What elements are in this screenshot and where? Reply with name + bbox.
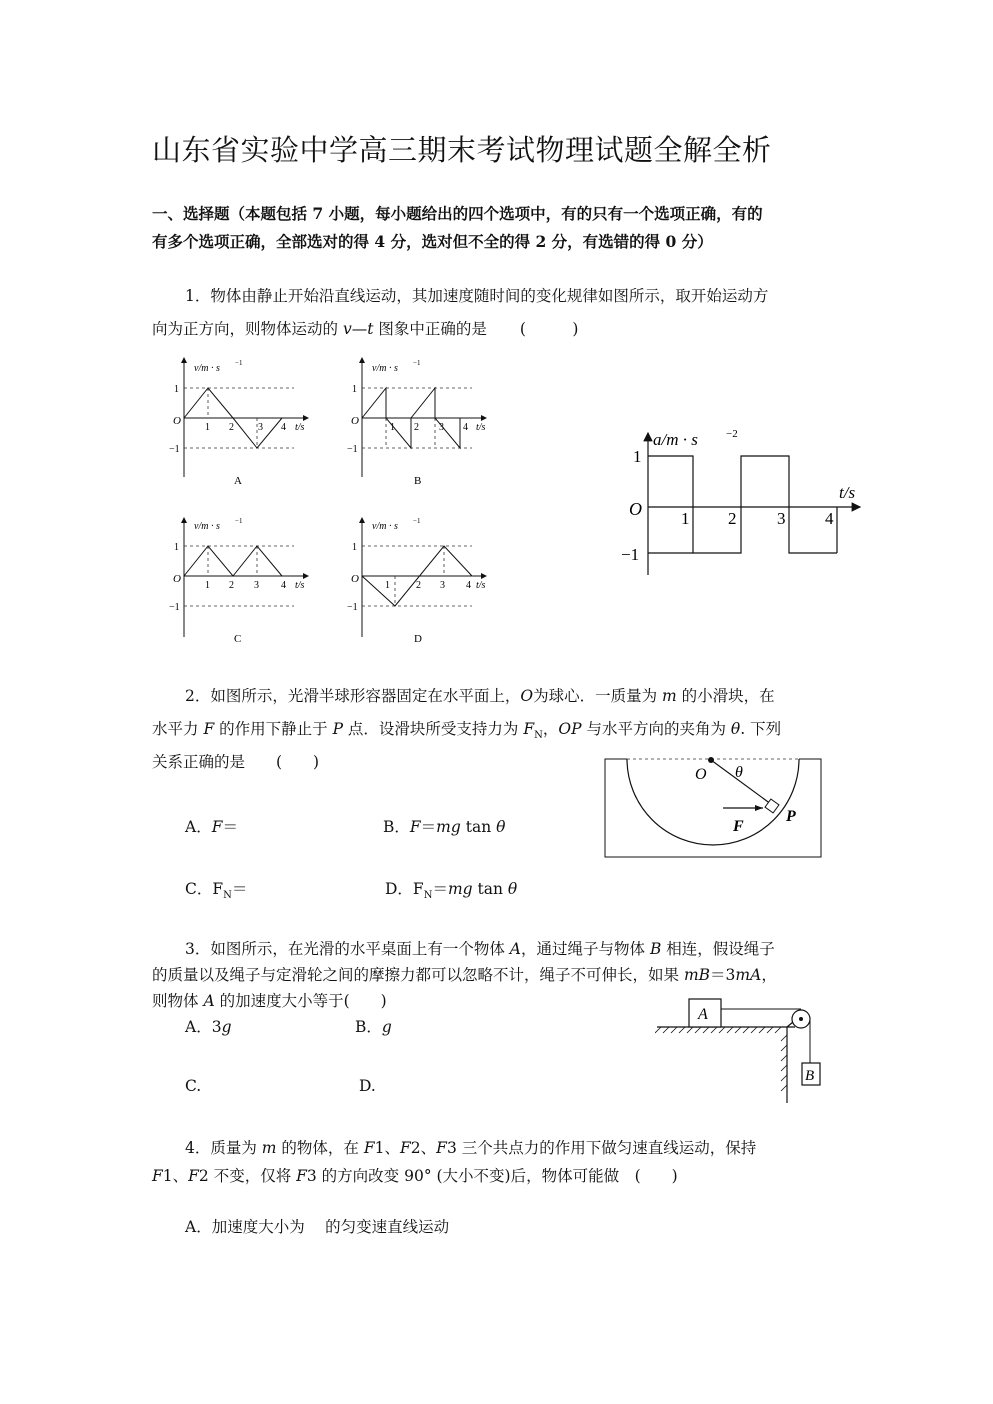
- q3-optA-label: A．3: [185, 1018, 222, 1036]
- q3-option-B[interactable]: [355, 1015, 392, 1037]
- vt-C-origin: O: [173, 573, 181, 585]
- q2-line1-c: 的小滑块，在: [676, 687, 775, 705]
- q3-B: B: [649, 940, 662, 958]
- q1-v: v: [342, 320, 352, 338]
- q3-line1-a: 3．如图所示，在光滑的水平桌面上有一个物体: [185, 940, 510, 958]
- q2-option-B[interactable]: [383, 815, 505, 837]
- vt-A-t3: 3: [258, 422, 263, 433]
- q3-line2: [152, 963, 777, 985]
- q3-line3-a: 则物体: [152, 992, 204, 1010]
- pulley-A-label: A: [698, 1006, 708, 1023]
- q4-F1: F: [363, 1139, 375, 1157]
- q4-m: m: [261, 1139, 277, 1157]
- q3-line1-c: 相连，假设绳子: [661, 940, 775, 958]
- vt-A-axis-exp: −1: [235, 359, 243, 367]
- vt-D-t3: 3: [440, 580, 445, 591]
- q2-optD-label: D．F: [385, 880, 424, 898]
- at-neg-one: −1: [621, 545, 640, 564]
- q3-option-D[interactable]: D.: [359, 1077, 376, 1095]
- vt-B-t2: 2: [414, 422, 419, 433]
- vt-A-t4: 4: [281, 422, 286, 433]
- vt-C-caption: C: [234, 633, 242, 645]
- q2-line1: [185, 684, 775, 706]
- vt-D-neg-one: −1: [347, 602, 358, 613]
- at-graph: [615, 425, 880, 585]
- q1-t: t: [367, 320, 374, 338]
- q2-optD-eq: ＝: [432, 880, 448, 898]
- pulley-figure: [655, 995, 840, 1105]
- q2-line2-b: 的作用下静止于: [214, 720, 333, 738]
- vt-B-axis-exp: −1: [413, 359, 421, 367]
- vt-graph-B: [338, 352, 498, 492]
- q2-line2-e: 与水平方向的夹角为: [581, 720, 731, 738]
- q2-FN: F: [523, 720, 535, 738]
- vt-B-t1: 1: [390, 422, 395, 433]
- q2-m: m: [662, 687, 677, 705]
- vt-C-t2: 2: [229, 580, 234, 591]
- q2-optB-label: B．: [383, 818, 410, 836]
- q2-optB-F: F: [409, 818, 421, 836]
- q1-line2-text: 向为正方向，则物体运动的: [152, 320, 343, 338]
- at-t2: 2: [728, 509, 737, 528]
- q1-dash: —: [351, 320, 368, 338]
- q2-line2-a: 水平力: [152, 720, 204, 738]
- q4-line2-F1: F: [152, 1167, 163, 1185]
- vt-B-axis-label: v/m · s: [372, 363, 398, 374]
- q4-line1: [185, 1136, 756, 1158]
- q2-optD-theta: θ: [507, 880, 518, 898]
- at-origin: O: [629, 499, 642, 519]
- q2-F: F: [203, 720, 215, 738]
- vt-B-neg-one: −1: [347, 444, 358, 455]
- q3-A2: A: [203, 992, 215, 1010]
- vt-D-one: 1: [352, 542, 357, 553]
- q2-line3: 关系正确的是 ( ): [152, 753, 320, 771]
- q2-OP: OP: [558, 720, 582, 738]
- q2-option-A[interactable]: [185, 815, 238, 837]
- at-t-axis: t/s: [839, 483, 856, 502]
- at-t4: 4: [825, 509, 834, 528]
- q2-FN-sub: N: [534, 730, 543, 742]
- q4-line2-F3: F: [296, 1167, 307, 1185]
- vt-A-t-axis: t/s: [295, 422, 305, 433]
- vt-B-caption: B: [414, 475, 422, 487]
- page-title: 山东省实验中学高三期末考试物理试题全解全析: [152, 133, 772, 167]
- q3-eq: ＝3: [710, 966, 736, 984]
- vt-C-axis-exp: −1: [235, 517, 243, 525]
- q3-optB-label: B．: [355, 1018, 382, 1036]
- q2-line2-c: 点．设滑块所受支持力为: [343, 720, 524, 738]
- q2-line2: [152, 717, 781, 741]
- q2-line1-b: 为球心．一质量为: [533, 687, 663, 705]
- section-header-line1: 一、选择题（本题包括 7 小题，每小题给出的四个选项中，有的只有一个选项正确，有的: [152, 204, 763, 223]
- vt-C-t4: 4: [281, 580, 286, 591]
- q4-line2-b: 2 不变，仅将: [198, 1167, 297, 1185]
- vt-D-t-axis: t/s: [476, 580, 486, 591]
- vt-D-t4: 4: [466, 580, 471, 591]
- vt-graph-D: [338, 512, 498, 652]
- q3-mA: mA: [735, 966, 762, 984]
- vt-graph-A: [160, 352, 320, 492]
- vt-C-axis-label: v/m · s: [194, 521, 220, 532]
- q2-optD-mg: mg: [447, 880, 473, 898]
- q4-line2: [152, 1164, 678, 1186]
- q2-optB-tan: tan: [460, 818, 497, 836]
- at-axis-exp: −2: [726, 428, 738, 440]
- vt-C-one: 1: [174, 542, 179, 553]
- hemisphere-figure: [603, 755, 823, 860]
- q2-optA-F: F: [211, 818, 223, 836]
- at-one: 1: [633, 447, 642, 466]
- q3-line3-b: 的加速度大小等于( ): [214, 992, 387, 1010]
- q2-optD-tan: tan: [472, 880, 508, 898]
- vt-C-t-axis: t/s: [295, 580, 305, 591]
- q3-optB-g: g: [381, 1018, 392, 1036]
- q1-line1: 1．物体由静止开始沿直线运动，其加速度随时间的变化规律如图所示，取开始运动方: [185, 287, 769, 305]
- q2-option-C[interactable]: [185, 877, 247, 901]
- q2-line2-d: ，: [542, 720, 559, 738]
- q3-optA-g: g: [221, 1018, 232, 1036]
- vt-D-axis-label: v/m · s: [372, 521, 398, 532]
- q4-line1-c: 三个共点力的作用下做匀速直线运动，保持: [456, 1139, 757, 1157]
- vt-A-caption: A: [234, 475, 242, 487]
- q2-optB-mg: mg: [436, 818, 461, 836]
- q1-line2-end: 图象中正确的是: [373, 320, 487, 338]
- q3-line2-a: 的质量以及绳子与定滑轮之间的摩擦力都可以忽略不计，绳子不可伸长，如果: [152, 966, 684, 984]
- q2-optD-sub: N: [423, 890, 433, 902]
- vt-D-t1: 1: [385, 580, 390, 591]
- q3-line1-b: ，通过绳子与物体: [521, 940, 650, 958]
- q2-optC-label: C．F: [185, 880, 224, 898]
- q2-line1-a: 2．如图所示，光滑半球形容器固定在水平面上，: [185, 687, 521, 705]
- q3-option-A[interactable]: [185, 1015, 232, 1037]
- vt-B-t-axis: t/s: [476, 422, 486, 433]
- pulley-B-label: B: [805, 1068, 815, 1084]
- hemi-F-label: F: [733, 818, 744, 835]
- q4-line2-c: 3 的方向改变 90° (大小不变)后，物体可能做 ( ): [306, 1167, 678, 1185]
- q4-line2-a: 1、: [162, 1167, 189, 1185]
- hemi-P-label: P: [786, 808, 796, 825]
- vt-D-axis-exp: −1: [413, 517, 421, 525]
- q4-F3: F: [436, 1139, 447, 1157]
- q4-option-A[interactable]: A．加速度大小为 的匀变速直线运动: [185, 1218, 450, 1236]
- q2-O: O: [520, 687, 534, 705]
- q4-F1-num: 1: [374, 1139, 385, 1157]
- vt-A-t2: 2: [229, 422, 234, 433]
- q2-optC-eq: ＝: [231, 880, 248, 898]
- vt-D-caption: D: [414, 633, 422, 645]
- vt-graph-C: [160, 512, 320, 652]
- at-t3: 3: [777, 509, 786, 528]
- vt-A-t1: 1: [205, 422, 210, 433]
- q3-mB: mB: [683, 966, 711, 984]
- at-t1: 1: [681, 509, 690, 528]
- q2-theta: θ: [730, 720, 741, 738]
- q1-line2: [152, 317, 578, 339]
- vt-B-one: 1: [352, 384, 357, 395]
- q2-optB-theta: θ: [496, 818, 506, 836]
- q4-F3-num: 3: [446, 1139, 457, 1157]
- q4-F2: F: [400, 1139, 411, 1157]
- vt-B-t3: 3: [439, 422, 444, 433]
- vt-B-t4: 4: [463, 422, 468, 433]
- q4-F2-num: 2: [410, 1139, 421, 1157]
- q3-line2-b: ，: [761, 966, 777, 984]
- vt-C-t1: 1: [205, 580, 210, 591]
- at-axis-label: a/m · s: [653, 430, 698, 449]
- vt-D-t2: 2: [416, 580, 421, 591]
- q1-answer-paren: ( ): [519, 320, 579, 338]
- q3-line1: [185, 937, 775, 959]
- vt-B-origin: O: [351, 415, 359, 427]
- q3-option-C[interactable]: C.: [185, 1077, 202, 1095]
- q4-sep1: 、: [384, 1139, 401, 1157]
- q2-optA-eq: ＝: [222, 818, 238, 836]
- q2-P: P: [332, 720, 343, 738]
- q2-optC-sub: N: [223, 890, 232, 902]
- hemi-O-label: O: [695, 766, 707, 783]
- vt-A-one: 1: [174, 384, 179, 395]
- section-header-line2: 有多个选项正确，全部选对的得 4 分，选对但不全的得 2 分，有选错的得 0 分）: [152, 232, 713, 251]
- q2-optB-eq: ＝: [420, 818, 437, 836]
- q4-line1-b: 的物体，在: [276, 1139, 364, 1157]
- vt-D-origin: O: [351, 573, 359, 585]
- hemi-theta-label: θ: [735, 764, 743, 781]
- q4-sep2: 、: [420, 1139, 437, 1157]
- vt-C-t3: 3: [254, 580, 259, 591]
- q2-line2-f: . 下列: [740, 720, 782, 738]
- vt-A-origin: O: [173, 415, 181, 427]
- vt-A-neg-one: −1: [169, 444, 180, 455]
- q2-optA-label: A．: [185, 818, 212, 836]
- vt-C-neg-one: −1: [169, 602, 180, 613]
- q2-option-D[interactable]: [385, 877, 517, 901]
- vt-A-axis-label: v/m · s: [194, 363, 220, 374]
- q4-line1-a: 4．质量为: [185, 1139, 262, 1157]
- q3-A: A: [509, 940, 521, 958]
- q4-line2-F2: F: [188, 1167, 199, 1185]
- q3-line3: [152, 989, 387, 1011]
